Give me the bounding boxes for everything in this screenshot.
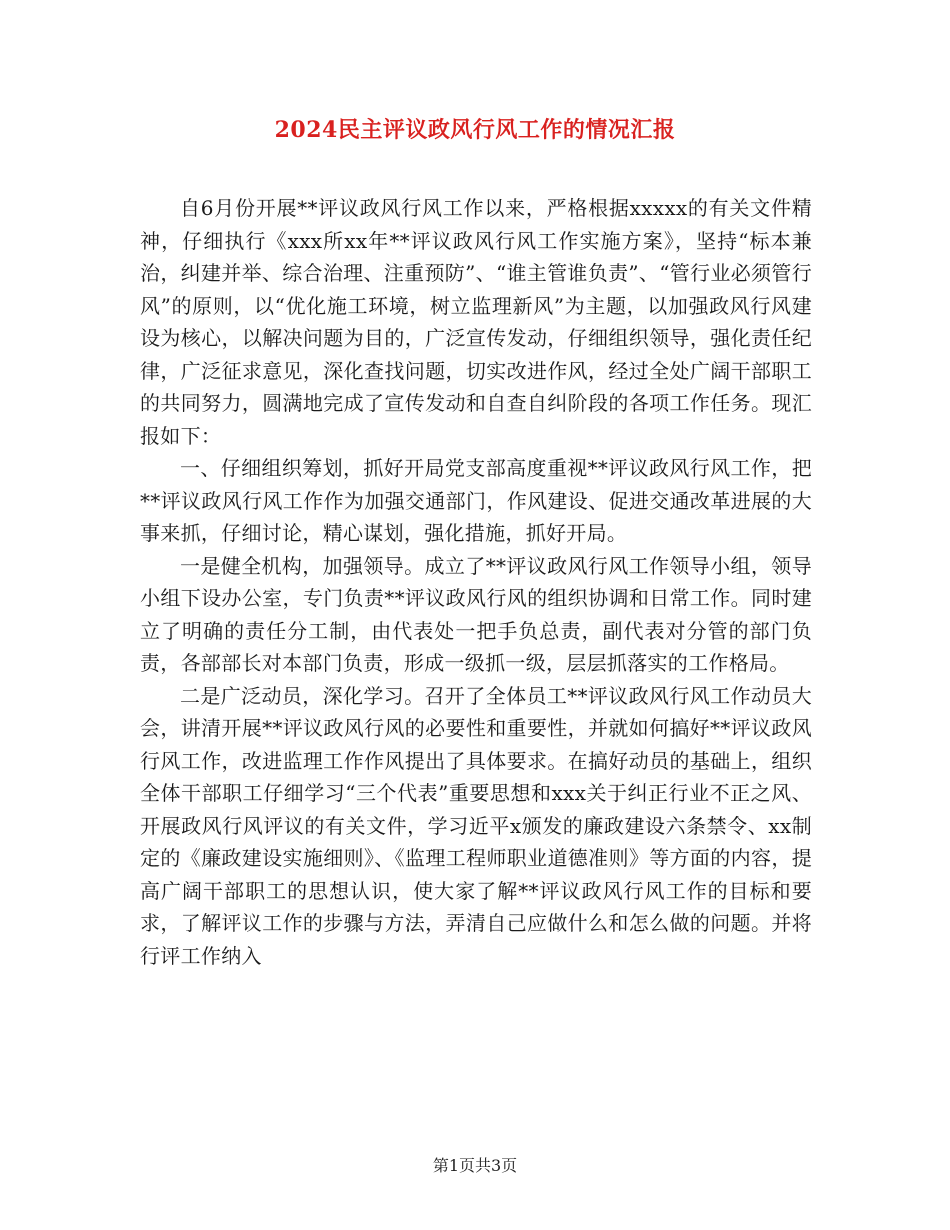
paragraph-section-one: 一、仔细组织筹划，抓好开局党支部高度重视**评议政风行风工作，把**评议政风行风工作作为加强交通部门，作风建设、促进交通改革进展的大事来抓，仔细讨论，精心谋划，强化措施，抓好开局。: [140, 456, 812, 545]
document-body: [140, 192, 812, 972]
paragraph-point-two: 二是广泛动员，深化学习。召开了全体员工**评议政风行风工作动员大会，讲清开展**评议政风行风的必要性和重要性，并就如何搞好**评议政风行风工作，改进监理工作作风提出了具体要求。在搞好动员的基础上，组织全体干部职工仔细学习“三个代表”重要思想和xxx关于纠正行业不正之风、开展政风行风评议的有关文件，学习近平x颁发的廉政建设六条禁令、xx制定的《廉政建设实施细则》、《监理工程师职业道德准则》等方面的内容，提高广阔干部职工的思想认识，使大家了解**评议政风行风工作的目标和要求，了解评议工作的步骤与方法，弄清自己应做什么和怎么做的问题。并将行评工作纳入: [140, 683, 812, 968]
paragraph-intro: 自6月份开展**评议政风行风工作以来，严格根据xxxxx的有关文件精神，仔细执行《xxx所xx年**评议政风行风工作实施方案》，坚持“标本兼治，纠建并举、综合治理、注重预防”、“谁主管谁负责”、“管行业必须管行风”的原则，以“优化施工环境，树立监理新风”为主题，以加强政风行风建设为核心，以解决问题为目的，广泛宣传发动，仔细组织领导，强化责任纪律，广泛征求意见，深化查找问题，切实改进作风，经过全处广阔干部职工的共同努力，圆满地完成了宣传发动和自查自纠阶段的各项工作任务。现汇报如下：: [140, 196, 812, 448]
document-title: 2024民主评议政风行风工作的情况汇报: [274, 117, 676, 143]
paragraph-point-one: 一是健全机构，加强领导。成立了**评议政风行风工作领导小组，领导小组下设办公室，专门负责**评议政风行风的组织协调和日常工作。同时建立了明确的责任分工制，由代表处一把手负总责，副代表对分管的部门负责，各部部长对本部门负责，形成一级抓一级，层层抓落实的工作格局。: [140, 553, 812, 675]
page-number: 第1页共3页: [432, 1156, 518, 1175]
